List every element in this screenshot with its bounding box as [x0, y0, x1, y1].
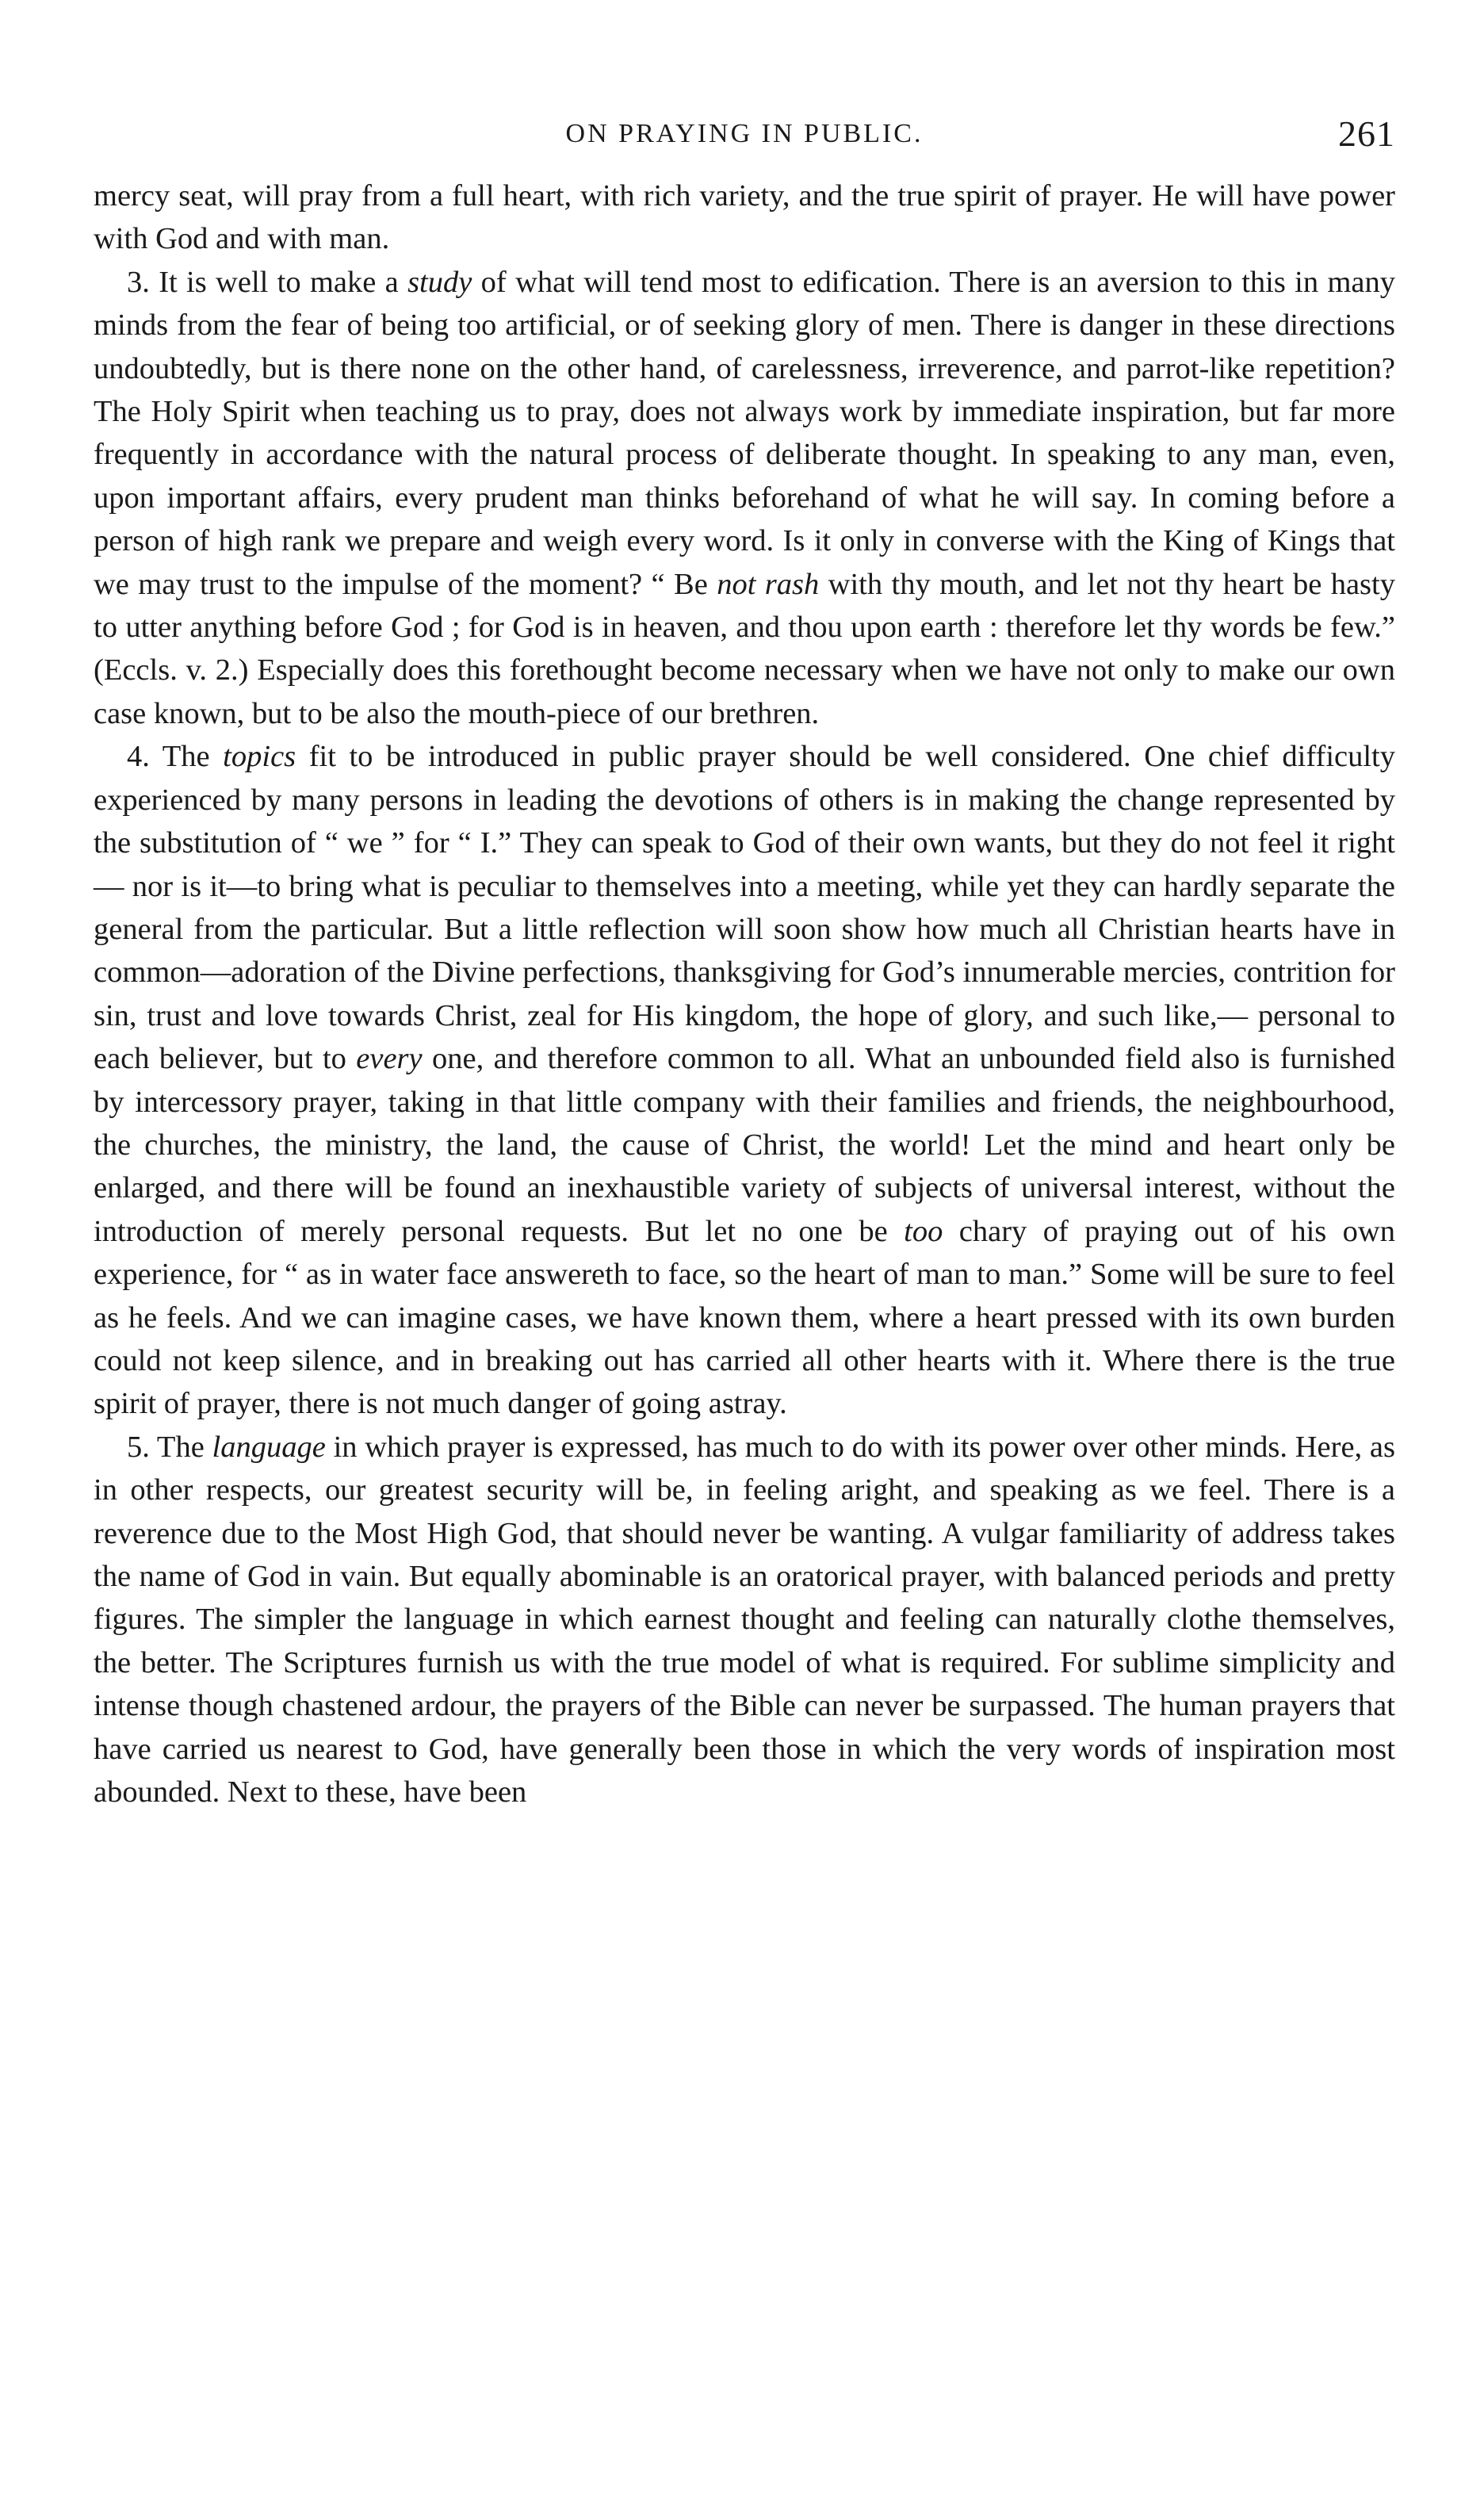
paragraph	[94, 261, 1395, 735]
italic-text: too	[904, 1214, 943, 1248]
italic-text: language	[212, 1430, 326, 1464]
italic-text: not rash	[717, 567, 820, 601]
book-page	[94, 113, 1395, 1813]
text-run: chary of praying out of his own experience, for “ as in water face answereth to face, so the heart of man to man.” Some will be sure to feel as he feels. And we can imagine cases, we have known them, where a heart pressed with its own burden could not keep silence, and in breaking out has carried all other hearts with it. Where there is the true spirit of prayer, there is not much danger of going astray.	[94, 1214, 1395, 1421]
text-run: 5. The	[127, 1430, 212, 1464]
page-number: 261	[1338, 113, 1395, 154]
paragraph	[94, 735, 1395, 1426]
text-run: 4. The	[127, 740, 224, 774]
italic-text: study	[407, 265, 472, 299]
text-run: one, and therefore common to all. What an unbounded field also is furnished by intercessory prayer, taking in that little company with their families and friends, the neighbourhood, the churches, the ministry, the land, the cause of Christ, the world! Let the mind and heart only be enlarged, and there will be found an inexhaustible variety of subjects of universal interest, without the introduction of merely personal requests. But let no one be	[94, 1042, 1395, 1248]
running-head	[94, 113, 1395, 174]
paragraph	[94, 1426, 1395, 1814]
body-text	[94, 174, 1395, 1813]
text-run: mercy seat, will pray from a full heart, with rich variety, and the true spirit of prayer. He will have power with God and with man.	[94, 179, 1395, 256]
paragraph	[94, 174, 1395, 261]
running-title: ON PRAYING IN PUBLIC.	[565, 119, 924, 148]
italic-text: every	[356, 1042, 423, 1076]
text-run: fit to be introduced in public prayer should be well considered. One chief difficulty experienced by many persons in leading the devotions of others is in making the change represented by the substitution of “ we ” for “ I.” They can speak to God of their own wants, but they do not feel it right— nor is it—to bring what is peculiar to themselves into a meeting, while yet they can hardly separate the general from the particular. But a little reflection will soon show how much all Christian hearts have in common—adoration of the Divine perfections, thanksgiving for God’s innumerable mercies, contrition for sin, trust and love towards Christ, zeal for His kingdom, the hope of glory, and such like,— personal to each believer, but to	[94, 740, 1395, 1076]
italic-text: topics	[223, 740, 296, 774]
text-run: of what will tend most to edification. There is an aversion to this in many minds from the fear of being too artificial, or of seeking glory of men. There is danger in these directions undoubtedly, but is there none on the other hand, of carelessness, irreverence, and parrot-like repetition? The Holy Spirit when teaching us to pray, does not always work by immediate inspiration, but far more frequently in accordance with the natural process of deliberate thought. In speaking to any man, even, upon important affairs, every prudent man thinks beforehand of what he will say. In coming before a person of high rank we prepare and weigh every word. Is it only in converse with the King of Kings that we may trust to the impulse of the moment? “ Be	[94, 265, 1395, 601]
text-run: in which prayer is expressed, has much to do with its power over other minds. Here, as in other respects, our greatest security will be, in feeling aright, and speaking as we feel. There is a reverence due to the Most High God, that should never be wanting. A vulgar familiarity of address takes the name of God in vain. But equally abominable is an oratorical prayer, with balanced periods and pretty figures. The simpler the language in which earnest thought and feeling can naturally clothe themselves, the better. The Scriptures furnish us with the true model of what is required. For sublime simplicity and intense though chastened ardour, the prayers of the Bible can never be surpassed. The human prayers that have carried us nearest to God, have generally been those in which the very words of inspiration most abounded. Next to these, have been	[94, 1430, 1395, 1810]
text-run: 3. It is well to make a	[127, 265, 408, 299]
text-run: with thy mouth, and let not thy heart be hasty to utter anything before God ; for God is in heaven, and thou upon earth : therefore let thy words be few.” (Eccls. v. 2.) Especially does this forethought become necessary when we have not only to make our own case known, but to be also the mouth-piece of our brethren.	[94, 567, 1395, 730]
